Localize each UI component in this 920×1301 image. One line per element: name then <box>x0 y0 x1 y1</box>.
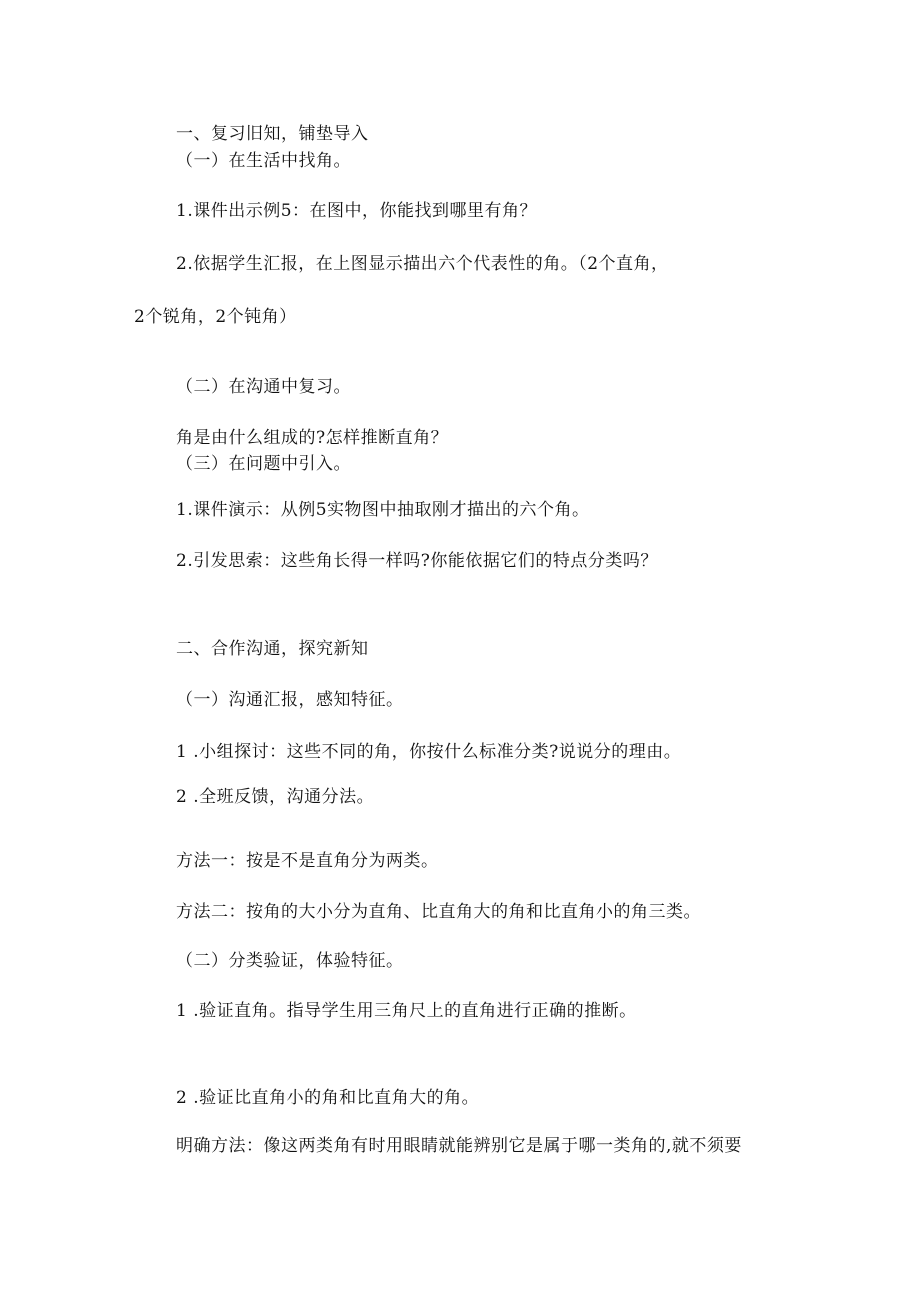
subsection-heading: （一）在生活中找角。 <box>176 151 351 171</box>
paragraph-line: 1.课件出示例5：在图中，你能找到哪里有角？ <box>176 201 538 221</box>
paragraph-line: 方法一：按是不是直角分为两类。 <box>176 851 439 871</box>
paragraph-line: 1.课件演示：从例5实物图中抽取刚才描出的六个角。 <box>176 500 590 520</box>
subsection-heading: （二）分类验证，体验特征。 <box>176 951 404 971</box>
paragraph-line: 2 .全班反馈，沟通分法。 <box>176 787 375 807</box>
paragraph-line: 1 .小组探讨：这些不同的角，你按什么标准分类?说说分的理由。 <box>176 742 682 762</box>
paragraph-line: 1 .验证直角。指导学生用三角尺上的直角进行正确的推断。 <box>176 1001 637 1021</box>
paragraph-line: 角是由什么组成的?怎样推断直角？ <box>176 428 449 448</box>
paragraph-line: 2.引发思索：这些角长得一样吗?你能依据它们的特点分类吗？ <box>176 551 658 571</box>
paragraph-line: 2个锐角，2个钝角） <box>134 307 297 327</box>
paragraph-line: 明确方法：像这两类角有时用眼睛就能辨别它是属于哪一类角的,就不须要 <box>176 1136 742 1156</box>
subsection-heading: （二）在沟通中复习。 <box>176 377 351 397</box>
section-heading-2: 二、合作沟通，探究新知 <box>176 639 369 659</box>
paragraph-line: 2.依据学生汇报，在上图显示描出六个代表性的角。（2个直角， <box>176 254 669 274</box>
paragraph-line: 方法二：按角的大小分为直角、比直角大的角和比直角小的角三类。 <box>176 902 701 922</box>
paragraph-line: 2 .验证比直角小的角和比直角大的角。 <box>176 1088 480 1108</box>
subsection-heading: （三）在问题中引入。 <box>176 454 351 474</box>
section-heading-1: 一、复习旧知，铺垫导入 <box>176 124 369 144</box>
subsection-heading: （一）沟通汇报，感知特征。 <box>176 690 404 710</box>
